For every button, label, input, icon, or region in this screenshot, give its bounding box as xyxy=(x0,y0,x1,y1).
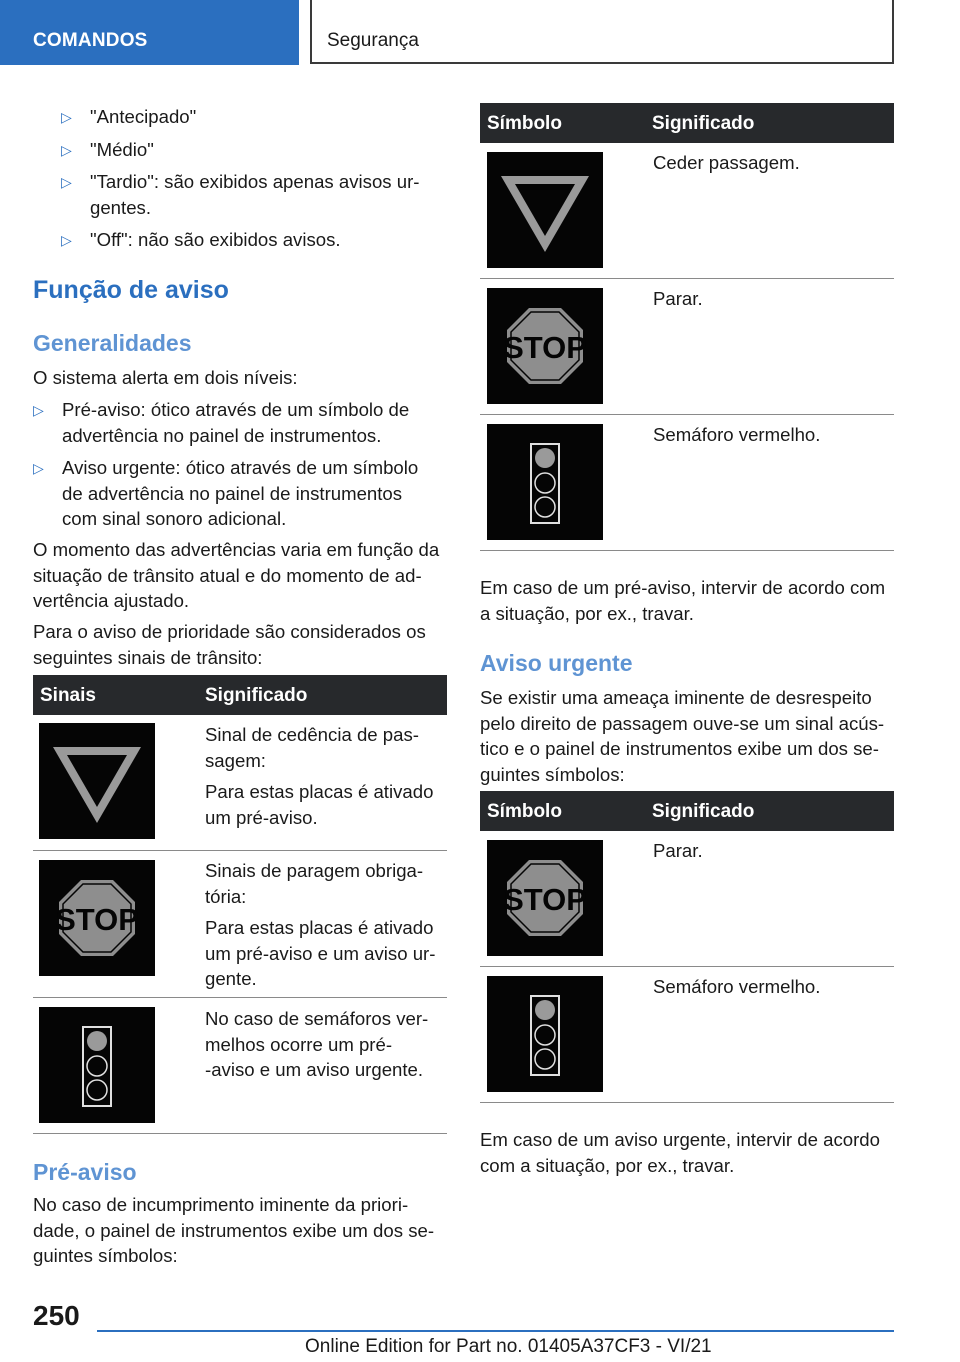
table-cell: No caso de semáforos ver- melhos ocorre um pré- -aviso e um aviso urgente. xyxy=(205,1008,429,1080)
list-item: ▷ "Off": não são exibidos avisos. xyxy=(90,227,341,253)
bullet-triangle-icon: ▷ xyxy=(61,232,72,248)
stop-sign-icon xyxy=(487,840,603,956)
row-divider xyxy=(480,1102,894,1103)
bullet-triangle-icon: ▷ xyxy=(33,402,44,418)
yield-sign-icon xyxy=(39,723,155,839)
column-header: Significado xyxy=(652,113,755,134)
row-divider xyxy=(33,997,447,998)
paragraph: O momento das advertências varia em função da situação de trânsito atual e do momento de ad- vertência ajustado. xyxy=(33,539,440,611)
row-divider xyxy=(480,278,894,279)
footer-edition: Online Edition for Part no. 01405A37CF3 - VI/21 xyxy=(305,1336,712,1357)
stop-sign-icon xyxy=(487,288,603,404)
table-cell: Semáforo vermelho. xyxy=(653,976,821,997)
table-cell: Sinais de paragem obriga- tória: Para estas placas é ativado um pré-aviso e um aviso ur- gente. xyxy=(205,860,436,989)
table-cell: Parar. xyxy=(653,840,703,861)
bullet-triangle-icon: ▷ xyxy=(61,142,72,158)
paragraph: O sistema alerta em dois níveis: xyxy=(33,367,298,388)
table-cell: Ceder passagem. xyxy=(653,152,800,173)
row-divider xyxy=(480,414,894,415)
list-item: ▷ Aviso urgente: ótico através de um símbolo de advertência no painel de instrumentos com sinal sonoro adicional. xyxy=(33,457,419,529)
svg-text:STOP: STOP xyxy=(503,882,587,917)
paragraph: Em caso de um aviso urgente, intervir de acordo com a situação, por ex., travar. xyxy=(480,1129,880,1176)
column-header: Significado xyxy=(652,801,755,822)
paragraph: Se existir uma ameaça iminente de desrespeito pelo direito de passagem ouve-se um sinal acús- tico e o painel de instrumentos exibe um dos se- guintes símbolos: xyxy=(480,687,885,785)
bullet-triangle-icon: ▷ xyxy=(33,460,44,476)
paragraph: No caso de incumprimento iminente da priori- dade, o painel de instrumentos exibe um dos se- guintes símbolos: xyxy=(33,1194,435,1266)
table-header xyxy=(33,675,447,715)
table-cell: Parar. xyxy=(653,288,703,309)
yield-sign-icon xyxy=(487,152,603,268)
heading-funcao-de-aviso: Função de aviso xyxy=(33,276,229,304)
table-cell: Sinal de cedência de pas- sagem: Para estas placas é ativado um pré-aviso. xyxy=(205,724,434,828)
row-divider xyxy=(33,850,447,851)
page-number: 250 xyxy=(33,1300,80,1331)
paragraph: Para o aviso de prioridade são considerados os seguintes sinais de trânsito: xyxy=(33,621,426,668)
list-item: ▷ "Médio" xyxy=(90,137,154,163)
column-header: Símbolo xyxy=(487,801,562,822)
heading-aviso-urgente: Aviso urgente xyxy=(480,650,633,676)
bullet-triangle-icon: ▷ xyxy=(61,174,72,190)
list-item: ▷ "Tardio": são exibidos apenas avisos ur- gentes. xyxy=(61,171,420,218)
column-header: Sinais xyxy=(40,685,96,706)
section-label: COMANDOS xyxy=(33,30,148,51)
column-header: Símbolo xyxy=(487,113,562,134)
chapter-label: Segurança xyxy=(327,30,419,51)
table-header xyxy=(480,103,894,143)
svg-text:STOP: STOP xyxy=(503,330,587,365)
traffic-light-icon xyxy=(39,1007,155,1123)
heading-pre-aviso: Pré-aviso xyxy=(33,1159,137,1185)
bullet-triangle-icon: ▷ xyxy=(61,109,72,125)
row-divider xyxy=(480,966,894,967)
table-header xyxy=(480,791,894,831)
row-divider xyxy=(480,550,894,551)
heading-generalidades: Generalidades xyxy=(33,330,192,356)
section-tab xyxy=(0,0,299,65)
traffic-light-icon xyxy=(487,976,603,1092)
chapter-tab xyxy=(310,0,894,64)
paragraph: Em caso de um pré-aviso, intervir de acordo com a situação, por ex., travar. xyxy=(480,577,886,624)
stop-sign-icon xyxy=(39,860,155,976)
traffic-light-icon xyxy=(487,424,603,540)
footer-divider xyxy=(97,1330,894,1332)
table-cell: Semáforo vermelho. xyxy=(653,424,821,445)
svg-text:STOP: STOP xyxy=(55,902,139,937)
row-divider xyxy=(33,1133,447,1134)
list-item: ▷ Pré-aviso: ótico através de um símbolo de advertência no painel de instrumentos. xyxy=(33,399,410,446)
column-header: Significado xyxy=(205,685,308,706)
list-item: ▷ "Antecipado" xyxy=(90,104,196,130)
